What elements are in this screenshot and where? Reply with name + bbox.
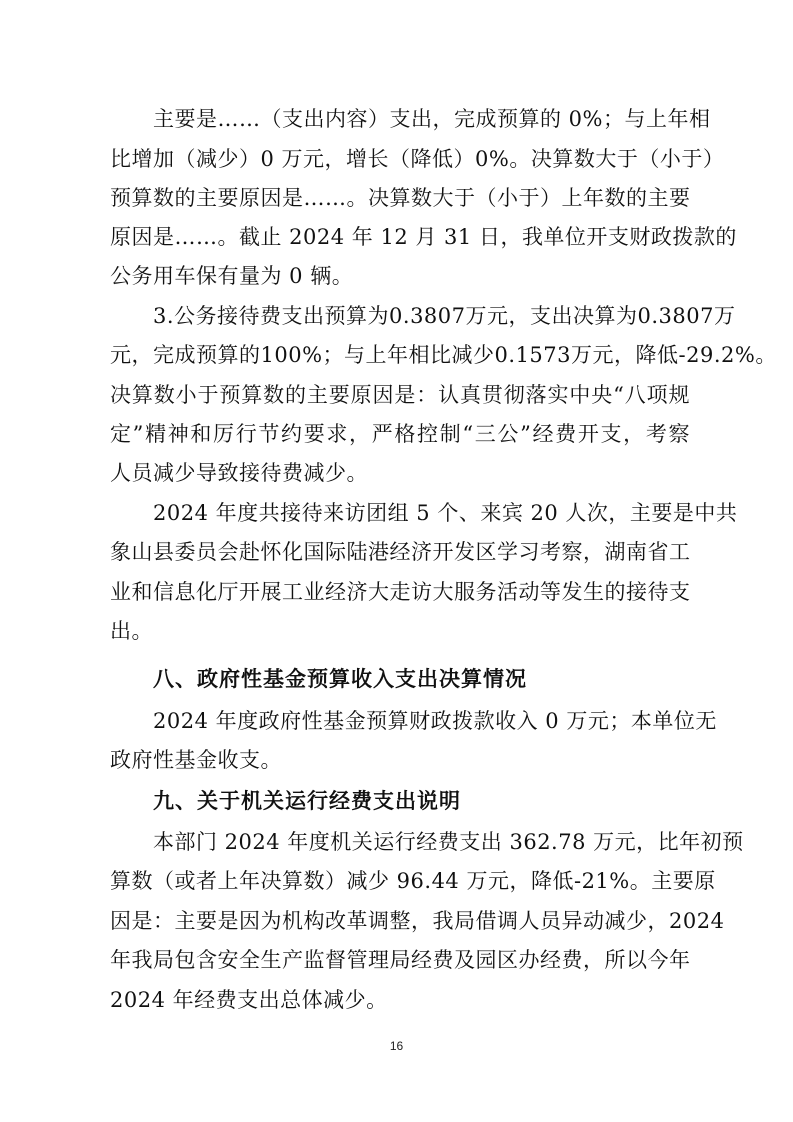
paragraph-line: 2024 年度政府性基金预算财政拨款收入 0 万元；本单位无 bbox=[153, 709, 717, 733]
section-heading: 八、政府性基金预算收入支出决算情况 bbox=[153, 667, 527, 691]
page-number: 16 bbox=[389, 1039, 404, 1053]
paragraph-line: 元，完成预算的100%；与上年相比减少0.1573万元，降低-29.2%。 bbox=[110, 343, 777, 367]
paragraph-line: 原因是……。截止 2024 年 12 月 31 日，我单位开支财政拨款的 bbox=[110, 225, 737, 249]
section-heading: 九、关于机关运行经费支出说明 bbox=[153, 789, 461, 813]
paragraph-line: 定”精神和厉行节约要求，严格控制“三公”经费开支，考察 bbox=[110, 422, 690, 446]
paragraph-line: 决算数小于预算数的主要原因是：认真贯彻落实中央“八项规 bbox=[110, 383, 690, 407]
paragraph-line: 2024 年度共接待来访团组 5 个、来宾 20 人次，主要是中共 bbox=[153, 501, 738, 525]
paragraph-line: 预算数的主要原因是……。决算数大于（小于）上年数的主要 bbox=[110, 186, 691, 210]
paragraph-line: 本部门 2024 年度机关运行经费支出 362.78 万元，比年初预 bbox=[153, 830, 744, 854]
paragraph-line: 比增加（减少）0 万元，增长（降低）0%。决算数大于（小于） bbox=[110, 147, 725, 171]
paragraph-line: 算数（或者上年决算数）减少 96.44 万元，降低-21%。主要原 bbox=[110, 869, 716, 893]
paragraph-line: 政府性基金收支。 bbox=[110, 748, 282, 772]
paragraph-line: 因是：主要是因为机构改革调整，我局借调人员异动减少，2024 bbox=[110, 909, 725, 933]
paragraph-line: 象山县委员会赴怀化国际陆港经济开发区学习考察，湖南省工 bbox=[110, 540, 691, 564]
paragraph-line: 公务用车保有量为 0 辆。 bbox=[110, 264, 354, 288]
paragraph-line: 主要是……（支出内容）支出，完成预算的 0%；与上年相 bbox=[153, 107, 711, 131]
paragraph-line: 人员减少导致接待费减少。 bbox=[110, 461, 368, 485]
paragraph-line: 出。 bbox=[110, 619, 153, 643]
paragraph-line: 年我局包含安全生产监督管理局经费及园区办经费，所以今年 bbox=[110, 948, 691, 972]
paragraph-line: 2024 年经费支出总体减少。 bbox=[110, 988, 388, 1012]
paragraph-line: 3.公务接待费支出预算为0.3807万元，支出决算为0.3807万 bbox=[153, 304, 736, 328]
paragraph-line: 业和信息化厅开展工业经济大走访大服务活动等发生的接待支 bbox=[110, 580, 691, 604]
